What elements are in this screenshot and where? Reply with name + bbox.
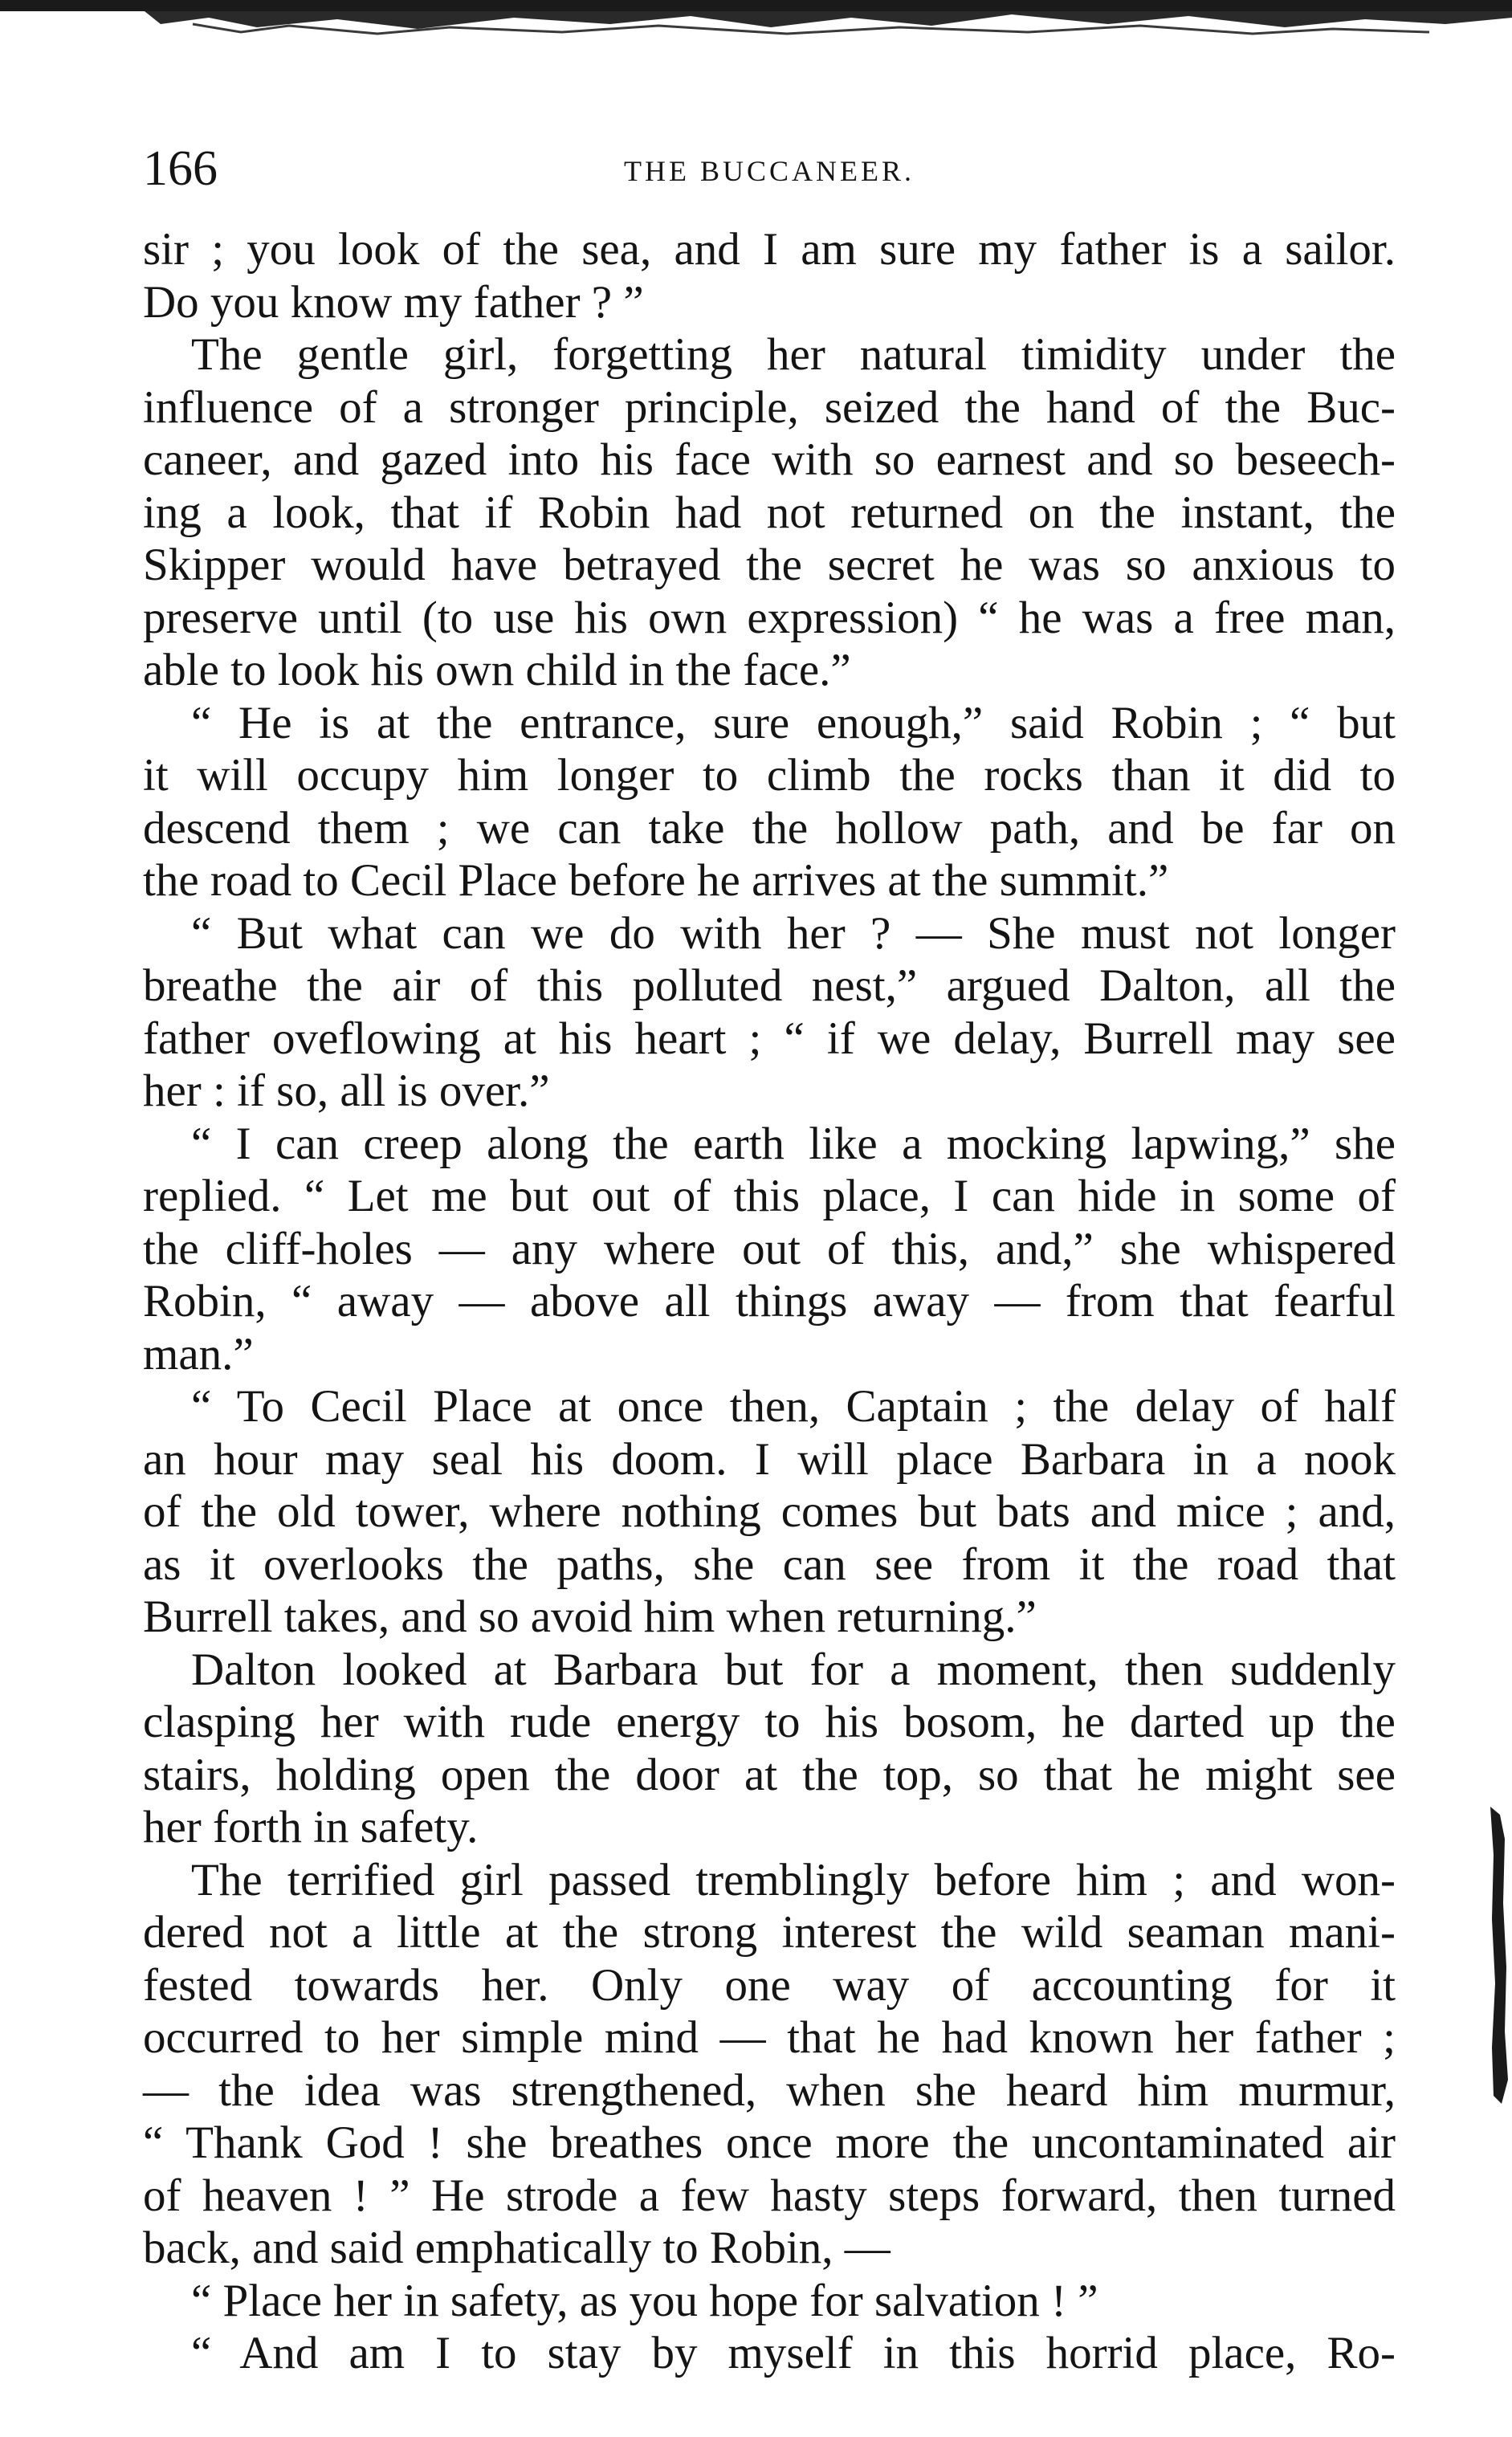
text-line: “ But what can we do with her ? — She must not longer xyxy=(191,907,1396,959)
text-line: the road to Cecil Place before he arrives at the summit.” xyxy=(143,855,1169,906)
text-line: “ I can creep along the earth like a mocking lapwing,” she xyxy=(191,1118,1396,1169)
text-line: caneer, and gazed into his face with so earnest and so beseech- xyxy=(143,434,1396,485)
body-text xyxy=(143,223,1396,2380)
text-line: “ And am I to stay by myself in this horrid place, Ro- xyxy=(191,2328,1396,2378)
text-line: The gentle girl, forgetting her natural timidity under the xyxy=(191,329,1396,380)
text-line: “ To Cecil Place at once then, Captain ; the delay of half xyxy=(191,1381,1396,1432)
text-line: as it overlooks the paths, she can see from it the road that xyxy=(143,1538,1396,1590)
text-line: occurred to her simple mind — that he had known her father ; xyxy=(143,2012,1396,2063)
text-line: of the old tower, where nothing comes but bats and mice ; and, xyxy=(143,1486,1396,1537)
text-line: stairs, holding open the door at the top, so that he might see xyxy=(143,1749,1396,1800)
text-line: back, and said emphatically to Robin, — xyxy=(143,2223,890,2273)
text-line: ing a look, that if Robin had not returned on the instant, the xyxy=(143,487,1396,538)
text-line: “ Place her in safety, as you hope for salvation ! ” xyxy=(191,2275,1098,2326)
text-line: “ He is at the entrance, sure enough,” said Robin ; “ but xyxy=(191,697,1396,748)
text-line: man.” xyxy=(143,1328,254,1379)
text-line: the cliff-holes — any where out of this, and,” she whispered xyxy=(143,1223,1396,1274)
text-line: dered not a little at the strong interest the wild seaman mani- xyxy=(143,1907,1396,1958)
page-number: 166 xyxy=(143,141,218,196)
text-line: it will occupy him longer to climb the rocks than it did to xyxy=(143,750,1396,801)
text-line: influence of a stronger principle, seized the hand of the Buc- xyxy=(143,381,1396,433)
running-head: THE BUCCANEER. xyxy=(624,155,915,187)
text-line: — the idea was strengthened, when she heard him murmur, xyxy=(143,2064,1396,2116)
text-line: father oveflowing at his heart ; “ if we delay, Burrell may see xyxy=(143,1013,1396,1064)
text-line: preserve until (to use his own expression) “ he was a free man, xyxy=(143,592,1396,643)
text-line: Burrell takes, and so avoid him when returning.” xyxy=(143,1591,1037,1642)
text-line: able to look his own child in the face.” xyxy=(143,645,851,695)
text-line: her : if so, all is over.” xyxy=(143,1066,550,1116)
text-line: an hour may seal his doom. I will place Barbara in a nook xyxy=(143,1433,1396,1485)
text-line: fested towards her. Only one way of accounting for it xyxy=(143,1959,1396,2011)
text-line: Dalton looked at Barbara but for a moment, then suddenly xyxy=(191,1644,1396,1695)
text-line: clasping her with rude energy to his bosom, he darted up the xyxy=(143,1697,1396,1747)
text-line: descend them ; we can take the hollow path, and be far on xyxy=(143,802,1396,854)
page-header xyxy=(143,137,1396,201)
text-line: Do you know my father ? ” xyxy=(143,276,644,328)
text-line: “ Thank God ! she breathes once more the uncontaminated air xyxy=(143,2117,1396,2168)
margin-scan-mark xyxy=(1486,1807,1510,2104)
text-line: The terrified girl passed tremblingly before him ; and won- xyxy=(191,1854,1396,1905)
text-line: her forth in safety. xyxy=(143,1802,479,1852)
top-page-border xyxy=(0,0,1512,37)
text-line: Skipper would have betrayed the secret he was so anxious to xyxy=(143,540,1396,590)
text-line: breathe the air of this polluted nest,” argued Dalton, all the xyxy=(143,960,1396,1011)
text-line: replied. “ Let me but out of this place, I can hide in some of xyxy=(143,1171,1396,1221)
text-line: of heaven ! ” He strode a few hasty steps forward, then turned xyxy=(143,2170,1396,2221)
text-line: Robin, “ away — above all things away — from that fearful xyxy=(143,1276,1396,1326)
text-line: sir ; you look of the sea, and I am sure my father is a sailor. xyxy=(143,224,1396,275)
